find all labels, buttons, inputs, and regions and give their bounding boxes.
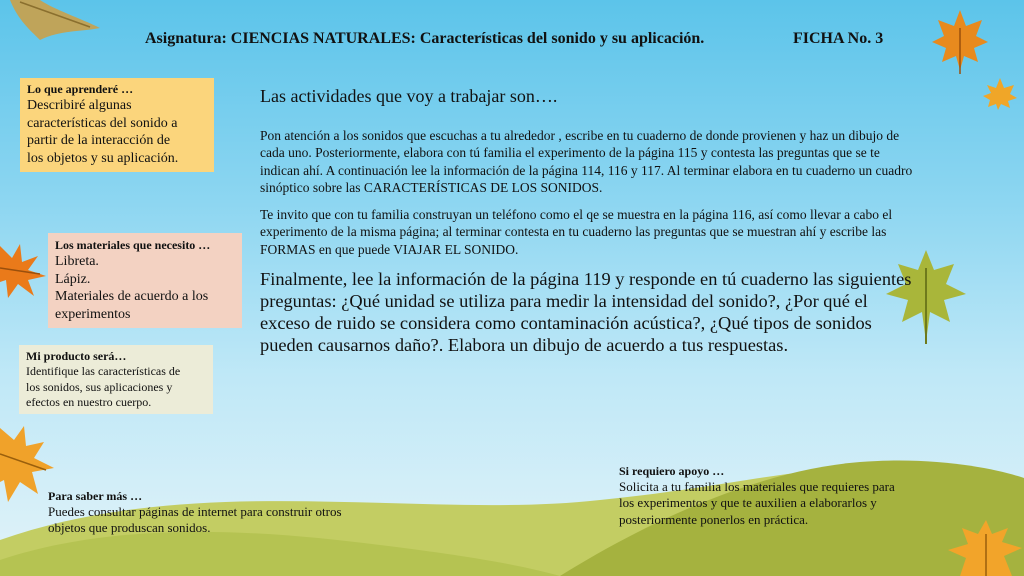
activity-paragraph-1: Pon atención a los sonidos que escuchas a tu alrededor , escribe en tu cuaderno de donde provienen y haz un dibujo de cada uno. Posteriormente, elabora con tú familia el experimento de la página 115 y contesta las preguntas que se te indican ahí. A continuación lee la información de la página 114, 116 y 117. Al terminar elabora en tu cuaderno un cuadro sinóptico sobre las CARACTERÍSTICAS DE LOS SONIDOS. [260, 128, 913, 195]
learning-goal-title: Lo que aprenderé … [27, 82, 134, 96]
learning-goal-text: Describiré algunas características del sonido a partir de la interacción de los objetos y su aplicación. [27, 98, 179, 166]
learn-more-text: Puedes consultar páginas de internet para construir otros objetos que produscan sonidos. [48, 504, 342, 536]
product-box [19, 345, 213, 414]
materials-title: Los materiales que necesito … [55, 238, 211, 252]
product-title: Mi producto será… [26, 349, 127, 363]
learn-more-title: Para saber más … [48, 489, 143, 503]
learn-more-box [48, 489, 448, 537]
activities-heading: Las actividades que voy a trabajar son…. [260, 86, 558, 106]
subject-title: Asignatura: CIENCIAS NATURALES: Características del sonido y su aplicación. [145, 30, 705, 47]
activity-paragraph-2: Te invito que con tu familia construyan un teléfono como el qe se muestra en la página 116, así como llevar a cabo el experimento de la misma página; al terminar contesta en tu cuaderno las preguntas que se muestran ahí y escribe las FORMAS en que puede VIAJAR EL SONIDO. [260, 207, 893, 257]
materials-text: Libreta. Lápiz. Materiales de acuerdo a los experimentos [55, 254, 209, 322]
support-box [619, 464, 969, 528]
product-text: Identifique las características de los sonidos, sus aplicaciones y efectos en nuestro cuerpo. [26, 364, 181, 410]
materials-box [48, 233, 242, 328]
maple-leaf-icon [946, 520, 1024, 576]
leaf-icon [0, 0, 110, 60]
learning-goal-box [20, 78, 214, 172]
maple-leaf-icon [982, 76, 1018, 110]
maple-leaf-icon [0, 238, 48, 300]
maple-leaf-icon [930, 8, 990, 74]
support-title: Si requiero apoyo … [619, 464, 725, 478]
activity-paragraph-3: Finalmente, lee la información de la página 119 y responde en tú cuaderno las siguientes preguntas: ¿Qué unidad se utiliza para medir la intensidad del sonido?, ¿Por qué el exceso de ruido se considera como contaminación acústica?, ¿Qué tipos de sonidos pueden causarnos daño?. Elabora un dibujo de acuerdo a tus respuestas. [260, 268, 912, 356]
worksheet-number: FICHA No. 3 [793, 30, 884, 47]
support-text: Solicita a tu familia los materiales que requieres para los experimentos y que te auxilien a elaborarlos y posteriormente ponerlos en práctica. [619, 479, 895, 527]
activities-section [260, 86, 920, 356]
